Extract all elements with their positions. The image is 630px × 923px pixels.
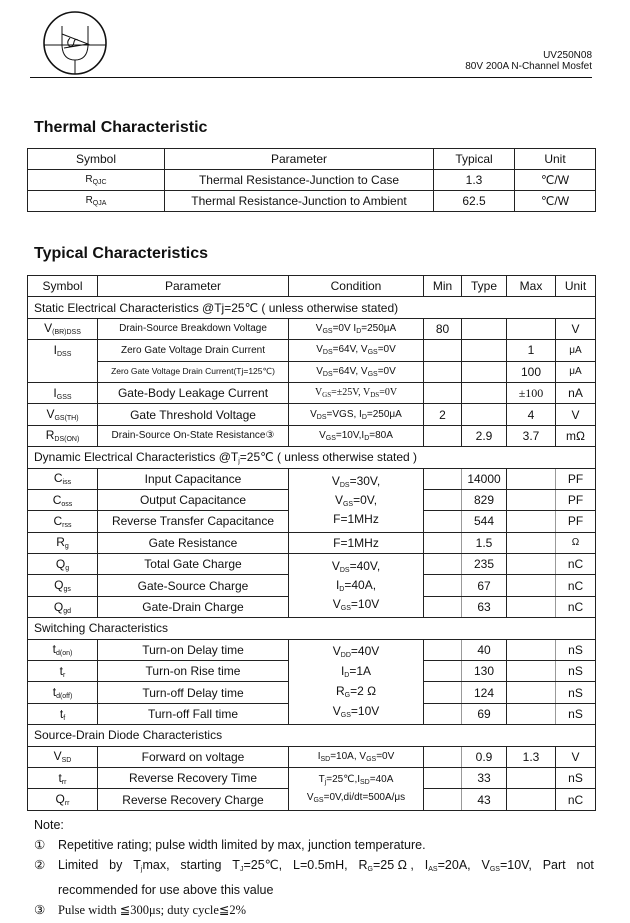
section-label: Switching Characteristics bbox=[28, 618, 596, 639]
col-symbol: Symbol bbox=[28, 276, 98, 297]
max-cell: 1 bbox=[507, 340, 556, 361]
min-cell bbox=[424, 596, 462, 617]
symbol-cell: $C_{rss}$ bbox=[28, 511, 98, 532]
table-row bbox=[28, 191, 596, 212]
type-cell: 43 bbox=[462, 789, 507, 810]
type-cell bbox=[462, 340, 507, 361]
type-cell: 130 bbox=[462, 661, 507, 682]
max-cell: ±100 bbox=[507, 382, 556, 403]
max-cell bbox=[507, 703, 556, 724]
parameter-cell: Thermal Resistance-Junction to Case bbox=[165, 170, 434, 191]
unit-cell: PF bbox=[556, 468, 596, 489]
max-cell: 100 bbox=[507, 361, 556, 382]
parameter-cell: Reverse Recovery Charge bbox=[98, 789, 289, 810]
section-row-switching bbox=[28, 618, 596, 639]
parameter-cell: Thermal Resistance-Junction to Ambient bbox=[165, 191, 434, 212]
type-cell: 1.5 bbox=[462, 532, 507, 553]
symbol-cell: $t_{d(off)}$ bbox=[28, 682, 98, 703]
col-max: Max bbox=[507, 276, 556, 297]
min-cell bbox=[424, 767, 462, 788]
unit-cell: mΩ bbox=[556, 425, 596, 446]
parameter-cell: Gate-Source Charge bbox=[98, 575, 289, 596]
max-cell bbox=[507, 682, 556, 703]
condition-cell: $I_{SD}=10A$, $V_{GS}=0V$ bbox=[289, 746, 424, 767]
table-row bbox=[28, 746, 596, 767]
table-row bbox=[28, 767, 596, 788]
parameter-cell: Reverse Transfer Capacitance bbox=[98, 511, 289, 532]
condition-cell: $V_{GS}=\pm 25V$, $V_{DS}=0V$ bbox=[289, 382, 424, 403]
parameter-cell: Drain-Source Breakdown Voltage bbox=[98, 318, 289, 339]
symbol-cell: $V_{GS(TH)}$ bbox=[28, 404, 98, 425]
table-row bbox=[28, 532, 596, 553]
note-text: Limited by $T_j\max$, starting $T_J=25℃$, L=0.5mH, $R_G=25$ Ω , $I_{AS}=20A$, $V_{GS}=10V$, Part not bbox=[58, 858, 594, 873]
condition-cell: $V_{DS}=VGS$, $I_D=250\mu A$ bbox=[289, 404, 424, 425]
parameter-cell: Gate Threshold Voltage bbox=[98, 404, 289, 425]
company-logo-icon bbox=[40, 8, 110, 78]
type-cell: 829 bbox=[462, 489, 507, 510]
max-cell bbox=[507, 511, 556, 532]
table-row bbox=[28, 382, 596, 403]
parameter-cell: Turn-on Delay time bbox=[98, 639, 289, 660]
parameter-cell: Turn-on Rise time bbox=[98, 661, 289, 682]
parameter-cell: Output Capacitance bbox=[98, 489, 289, 510]
type-cell: 63 bbox=[462, 596, 507, 617]
section-label: Static Electrical Characteristics @Tj=25℃ ( unless otherwise stated) bbox=[28, 297, 596, 318]
parameter-cell: Gate-Body Leakage Current bbox=[98, 382, 289, 403]
col-type: Type bbox=[462, 276, 507, 297]
symbol-cell: $V_{SD}$ bbox=[28, 746, 98, 767]
unit-cell: nS bbox=[556, 661, 596, 682]
parameter-cell: Zero Gate Voltage Drain Current(Tj=125℃) bbox=[98, 361, 289, 382]
col-symbol: Symbol bbox=[28, 149, 165, 170]
symbol-cell: $C_{oss}$ bbox=[28, 489, 98, 510]
type-cell: 0.9 bbox=[462, 746, 507, 767]
note-number: ③ bbox=[34, 903, 46, 917]
table-row bbox=[28, 425, 596, 446]
unit-cell: nS bbox=[556, 703, 596, 724]
section-label: Source-Drain Diode Characteristics bbox=[28, 725, 596, 746]
typical-cell: 1.3 bbox=[434, 170, 515, 191]
symbol-cell: $V_{(BR)DSS}$ bbox=[28, 318, 98, 339]
type-cell bbox=[462, 361, 507, 382]
note-continuation: recommended for use above this value bbox=[58, 883, 274, 897]
condition-cell: F=1MHz bbox=[289, 532, 424, 553]
unit-cell: μA bbox=[556, 361, 596, 382]
product-description: 80V 200A N-Channel Mosfet bbox=[465, 61, 592, 72]
parameter-cell: Forward on voltage bbox=[98, 746, 289, 767]
unit-cell: μA bbox=[556, 340, 596, 361]
unit-cell: nC bbox=[556, 554, 596, 575]
table-row bbox=[28, 404, 596, 425]
col-condition: Condition bbox=[289, 276, 424, 297]
section-label: Dynamic Electrical Characteristics $@T_j=25℃$ ( unless otherwise stated ) bbox=[28, 447, 596, 468]
symbol-cell: $t_{d(on)}$ bbox=[28, 639, 98, 660]
symbol-cell: $Q_g$ bbox=[28, 554, 98, 575]
note-item bbox=[34, 900, 594, 920]
unit-cell: nC bbox=[556, 789, 596, 810]
parameter-cell: Turn-off Fall time bbox=[98, 703, 289, 724]
condition-cell: $V_{DS}=30V$, $V_{GS}=0V$, F=1MHz bbox=[289, 468, 424, 532]
notes-title: Note: bbox=[34, 818, 64, 832]
unit-cell: nC bbox=[556, 575, 596, 596]
unit-cell: PF bbox=[556, 489, 596, 510]
thermal-header-row bbox=[28, 149, 596, 170]
note-number: ① bbox=[34, 838, 46, 852]
typical-characteristics-table bbox=[27, 275, 596, 811]
symbol-cell: $t_f$ bbox=[28, 703, 98, 724]
symbol-cell: $t_r$ bbox=[28, 661, 98, 682]
table-row bbox=[28, 468, 596, 489]
max-cell: 3.7 bbox=[507, 425, 556, 446]
thermal-table bbox=[27, 148, 596, 212]
parameter-cell: Input Capacitance bbox=[98, 468, 289, 489]
table-row bbox=[28, 639, 596, 660]
condition-cell: $T_j=25℃,I_{SD}=40A$ $V_{GS}=0V,di/dt=500A/\mu s$ bbox=[289, 767, 424, 810]
typical-header-row bbox=[28, 276, 596, 297]
type-cell: 235 bbox=[462, 554, 507, 575]
unit-cell: nS bbox=[556, 682, 596, 703]
unit-cell: ℃/W bbox=[515, 191, 596, 212]
min-cell bbox=[424, 340, 462, 361]
min-cell bbox=[424, 703, 462, 724]
type-cell bbox=[462, 318, 507, 339]
condition-cell: $V_{GS}=0V$ $I_D=250\mu A$ bbox=[289, 318, 424, 339]
unit-cell: V bbox=[556, 746, 596, 767]
max-cell bbox=[507, 554, 556, 575]
header-divider bbox=[30, 77, 592, 78]
section-row-dynamic bbox=[28, 447, 596, 468]
max-cell bbox=[507, 532, 556, 553]
min-cell bbox=[424, 361, 462, 382]
symbol-cell: $C_{iss}$ bbox=[28, 468, 98, 489]
max-cell bbox=[507, 596, 556, 617]
type-cell: 544 bbox=[462, 511, 507, 532]
type-cell: 67 bbox=[462, 575, 507, 596]
unit-cell: nA bbox=[556, 382, 596, 403]
max-cell bbox=[507, 789, 556, 810]
note-text: Repetitive rating; pulse width limited by max, junction temperature. bbox=[58, 838, 426, 852]
unit-cell: V bbox=[556, 318, 596, 339]
parameter-cell: Turn-off Delay time bbox=[98, 682, 289, 703]
table-row bbox=[28, 554, 596, 575]
max-cell bbox=[507, 767, 556, 788]
condition-cell: $V_{DS}=64V$, $V_{GS}=0V$ bbox=[289, 361, 424, 382]
condition-cell: $V_{DS}=64V$, $V_{GS}=0V$ bbox=[289, 340, 424, 361]
parameter-cell: Drain-Source On-State Resistance③ bbox=[98, 425, 289, 446]
note-text: Pulse width ≦300μs; duty cycle≦2% bbox=[58, 903, 247, 917]
min-cell bbox=[424, 468, 462, 489]
type-cell: 40 bbox=[462, 639, 507, 660]
symbol-cell: $I_{GSS}$ bbox=[28, 382, 98, 403]
min-cell bbox=[424, 746, 462, 767]
type-cell: 69 bbox=[462, 703, 507, 724]
symbol-cell: $R_{QJC}$ bbox=[28, 170, 165, 191]
typical-section-title: Typical Characteristics bbox=[34, 245, 209, 262]
min-cell bbox=[424, 489, 462, 510]
min-cell bbox=[424, 425, 462, 446]
note-number: ② bbox=[34, 858, 46, 872]
symbol-cell: $Q_{gd}$ bbox=[28, 596, 98, 617]
max-cell bbox=[507, 468, 556, 489]
min-cell bbox=[424, 661, 462, 682]
col-parameter: Parameter bbox=[165, 149, 434, 170]
parameter-cell: Gate-Drain Charge bbox=[98, 596, 289, 617]
type-cell bbox=[462, 404, 507, 425]
parameter-cell: Reverse Recovery Time bbox=[98, 767, 289, 788]
type-cell: 2.9 bbox=[462, 425, 507, 446]
col-unit: Unit bbox=[515, 149, 596, 170]
max-cell bbox=[507, 661, 556, 682]
section-row-diode bbox=[28, 725, 596, 746]
part-number: UV250N08 bbox=[543, 50, 592, 61]
unit-cell: nC bbox=[556, 596, 596, 617]
parameter-cell: Zero Gate Voltage Drain Current bbox=[98, 340, 289, 361]
table-row bbox=[28, 318, 596, 339]
min-cell bbox=[424, 532, 462, 553]
min-cell: 80 bbox=[424, 318, 462, 339]
condition-cell: $V_{GS}=10V,I_D=80A$ bbox=[289, 425, 424, 446]
unit-cell: nS bbox=[556, 639, 596, 660]
min-cell: 2 bbox=[424, 404, 462, 425]
table-row bbox=[28, 361, 596, 382]
typical-cell: 62.5 bbox=[434, 191, 515, 212]
max-cell: 1.3 bbox=[507, 746, 556, 767]
min-cell bbox=[424, 511, 462, 532]
type-cell bbox=[462, 382, 507, 403]
min-cell bbox=[424, 639, 462, 660]
condition-cell: $V_{DS}=40V$, $I_D=40A$, $V_{GS}=10V$ bbox=[289, 554, 424, 618]
type-cell: 14000 bbox=[462, 468, 507, 489]
symbol-cell: $t_{rr}$ bbox=[28, 767, 98, 788]
min-cell bbox=[424, 382, 462, 403]
col-min: Min bbox=[424, 276, 462, 297]
max-cell bbox=[507, 575, 556, 596]
col-unit: Unit bbox=[556, 276, 596, 297]
notes-section bbox=[34, 815, 594, 920]
thermal-section-title: Thermal Characteristic bbox=[34, 119, 208, 136]
condition-cell: $V_{DD}=40V$ $I_D=1A$ $R_G=2$ Ω $V_{GS}=10V$ bbox=[289, 639, 424, 725]
symbol-cell: $R_g$ bbox=[28, 532, 98, 553]
type-cell: 33 bbox=[462, 767, 507, 788]
parameter-cell: Total Gate Charge bbox=[98, 554, 289, 575]
symbol-cell: $Q_{gs}$ bbox=[28, 575, 98, 596]
header-product-info bbox=[465, 50, 592, 72]
symbol-cell: $Q_{rr}$ bbox=[28, 789, 98, 810]
min-cell bbox=[424, 789, 462, 810]
min-cell bbox=[424, 575, 462, 596]
table-row bbox=[28, 340, 596, 361]
symbol-cell: $I_{DSS}$ bbox=[28, 340, 98, 383]
col-parameter: Parameter bbox=[98, 276, 289, 297]
unit-cell: V bbox=[556, 404, 596, 425]
col-typical: Typical bbox=[434, 149, 515, 170]
note-item bbox=[34, 855, 594, 880]
unit-cell: PF bbox=[556, 511, 596, 532]
unit-cell: nS bbox=[556, 767, 596, 788]
max-cell bbox=[507, 318, 556, 339]
symbol-cell: $R_{DS(ON)}$ bbox=[28, 425, 98, 446]
min-cell bbox=[424, 554, 462, 575]
type-cell: 124 bbox=[462, 682, 507, 703]
parameter-cell: Gate Resistance bbox=[98, 532, 289, 553]
section-row-static bbox=[28, 297, 596, 318]
symbol-cell: $R_{QJA}$ bbox=[28, 191, 165, 212]
note-item bbox=[34, 835, 594, 855]
max-cell bbox=[507, 489, 556, 510]
max-cell bbox=[507, 639, 556, 660]
table-row bbox=[28, 170, 596, 191]
min-cell bbox=[424, 682, 462, 703]
unit-cell: Ω bbox=[556, 532, 596, 553]
unit-cell: ℃/W bbox=[515, 170, 596, 191]
max-cell: 4 bbox=[507, 404, 556, 425]
